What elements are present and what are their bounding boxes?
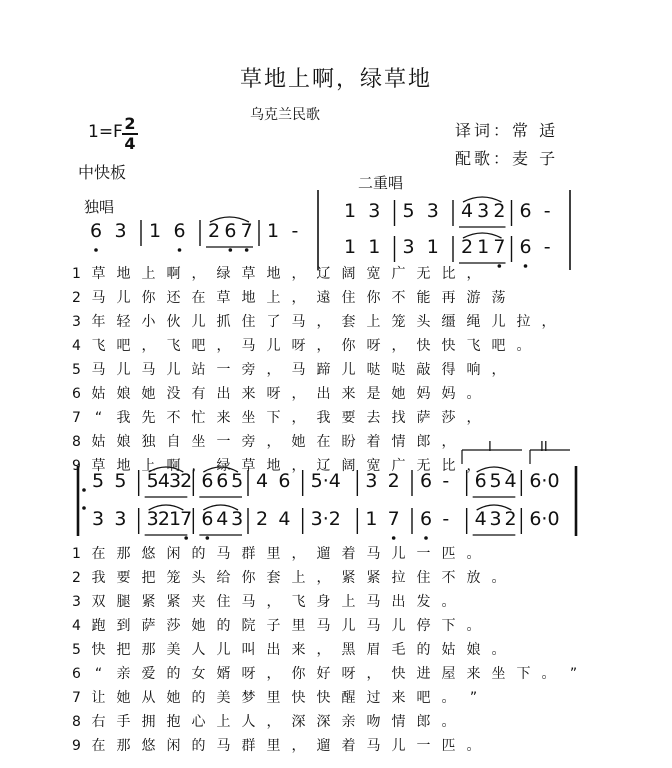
upper-note: 1 — [344, 200, 357, 222]
upper2-note: 5 — [231, 470, 244, 492]
upper2-note: 5 — [92, 470, 105, 492]
lower2-note: 3 — [114, 508, 127, 530]
meter-bottom: 4 — [124, 134, 136, 153]
upper2-note: - — [442, 470, 450, 492]
volta-2: II — [540, 440, 548, 455]
upper2-note: 6 — [420, 470, 433, 492]
solo-note: 7 — [240, 220, 253, 242]
lower2-note: 3 — [489, 508, 502, 530]
lower2-note: 1 — [365, 508, 378, 530]
upper2-note: 6 — [216, 470, 229, 492]
upper-note: 2 — [493, 200, 506, 222]
solo-note: - — [291, 220, 299, 242]
lower2-note: 7 — [180, 508, 193, 530]
duet-label: 二重唱 — [358, 174, 404, 192]
verse-line: 6 “ 亲 爱 的 女 婿 呀 ， 你 好 呀 ， 快 进 屋 来 坐 下 。 ” — [72, 666, 578, 682]
solo-note: 6 — [90, 220, 103, 242]
verse-line: 3 双 腿 紧 紧 夹 住 马 ， 飞 身 上 马 出 发 。 — [72, 594, 456, 610]
meter-top: 2 — [124, 114, 136, 133]
lower2-note: 4 — [216, 508, 229, 530]
solo-label: 独唱 — [84, 198, 115, 216]
tempo-marking: 中快板 — [78, 163, 127, 182]
upper-note: 3 — [477, 200, 490, 222]
lower-note: 1 — [477, 236, 490, 258]
upper2-note: 2 — [387, 470, 400, 492]
verse-line: 5 快 把 那 美 人 儿 叫 出 来 ， 黑 眉 毛 的 姑 娘 。 — [72, 642, 506, 658]
upper2-note: 6 — [474, 470, 487, 492]
lower2-note: - — [442, 508, 450, 530]
upper2-note: 5·4 — [310, 470, 341, 492]
octave-dot — [82, 506, 86, 510]
verse-line: 9 草 地 上 啊 ， 绿 草 地 ， 辽 阔 宽 广 无 比 ， — [72, 458, 481, 474]
volta-1: I — [488, 440, 492, 455]
lower2-note: 6·0 — [529, 508, 560, 530]
solo-note: 2 — [208, 220, 221, 242]
lower-note: 7 — [493, 236, 506, 258]
upper2-note: 4 — [256, 470, 269, 492]
lower2-note: 3 — [146, 508, 159, 530]
verse-line: 4 跑 到 萨 莎 她 的 院 子 里 马 儿 马 儿 停 下 。 — [72, 618, 481, 634]
octave-dot — [424, 536, 428, 540]
upper-note: 5 — [402, 200, 415, 222]
solo-note: 3 — [114, 220, 127, 242]
octave-dot — [206, 536, 210, 540]
verses-system-2 — [72, 542, 586, 758]
lower2-note: 1 — [169, 508, 182, 530]
octave-dot — [245, 248, 249, 252]
upper2-note: 3 — [365, 470, 378, 492]
lower-note: 2 — [461, 236, 474, 258]
lower2-note: 7 — [387, 508, 400, 530]
verse-line: 1 在 那 悠 闲 的 马 群 里 ， 遛 着 马 儿 一 匹 。 — [72, 546, 481, 562]
lower2-note: 6 — [201, 508, 214, 530]
lower-note: 3 — [402, 236, 415, 258]
upper-note: 3 — [368, 200, 381, 222]
octave-dot — [82, 488, 86, 492]
upper2-note: 5 — [146, 470, 159, 492]
upper2-note: 5 — [489, 470, 502, 492]
music-credit: 配歌：麦 子 — [455, 149, 559, 168]
verse-line: 4 飞 吧 ， 飞 吧 ， 马 儿 呀 ， 你 呀 ， 快 快 飞 吧 。 — [72, 338, 531, 354]
upper2-note: 6 — [278, 470, 291, 492]
upper2-note: 6·0 — [529, 470, 560, 492]
verse-line: 9 在 那 悠 闲 的 马 群 里 ， 遛 着 马 儿 一 匹 。 — [72, 738, 481, 754]
upper-note: 6 — [519, 200, 532, 222]
solo-note: 1 — [149, 220, 162, 242]
octave-dot — [94, 248, 98, 252]
lower2-note: 3·2 — [310, 508, 341, 530]
lower2-note: 6 — [420, 508, 433, 530]
upper2-note: 6 — [201, 470, 214, 492]
lower2-note: 3 — [231, 508, 244, 530]
upper2-note: 4 — [504, 470, 517, 492]
octave-dot — [392, 536, 396, 540]
lower-note: 1 — [426, 236, 439, 258]
lower-note: 1 — [344, 236, 357, 258]
upper2-note: 2 — [180, 470, 193, 492]
verse-line: 8 姑 娘 独 自 坐 一 旁 ， 她 在 盼 着 情 郎 ， — [72, 434, 456, 450]
octave-dot — [178, 248, 182, 252]
solo-note: 6 — [224, 220, 237, 242]
lower2-note: 2 — [504, 508, 517, 530]
lower2-note: 4 — [278, 508, 291, 530]
verse-line: 2 我 要 把 笼 头 给 你 套 上 ， 紧 紧 拉 住 不 放 。 — [72, 570, 506, 586]
verse-line: 6 姑 娘 她 没 有 出 来 呀 ， 出 来 是 她 妈 妈 。 — [72, 386, 481, 402]
upper2-note: 5 — [114, 470, 127, 492]
verse-line: 3 年 轻 小 伙 儿 抓 住 了 马 ， 套 上 笼 头 缰 绳 儿 拉 ， — [72, 314, 556, 330]
lower2-note: 3 — [92, 508, 105, 530]
solo-note: 1 — [267, 220, 280, 242]
upper-note: 3 — [426, 200, 439, 222]
upper2-note: 3 — [169, 470, 182, 492]
verse-line: 7 让 她 从 她 的 美 梦 里 快 快 醒 过 来 吧 。 ” — [72, 690, 478, 706]
lower-note: - — [543, 236, 551, 258]
solo-note: 6 — [173, 220, 186, 242]
octave-dot — [229, 248, 233, 252]
verse-line: 8 右 手 拥 抱 心 上 人 ， 深 深 亲 吻 情 郎 。 — [72, 714, 456, 730]
song-origin: 乌克兰民歌 — [250, 107, 320, 123]
lower2-note: 2 — [256, 508, 269, 530]
upper-note: - — [543, 200, 551, 222]
lower-note: 1 — [368, 236, 381, 258]
key-signature: 1=F — [88, 122, 123, 142]
verse-line: 5 马 儿 马 儿 站 一 旁 ， 马 蹄 儿 哒 哒 敲 得 响 ， — [72, 362, 506, 378]
verse-line: 2 马 儿 你 还 在 草 地 上 ， 遠 住 你 不 能 再 游 荡 — [72, 290, 506, 306]
lower2-note: 2 — [157, 508, 170, 530]
verse-line: 7 “ 我 先 不 忙 来 坐 下 ， 我 要 去 找 萨 莎 ， — [72, 410, 481, 426]
lyrics-credit: 译词：常 适 — [455, 121, 559, 140]
lower-note: 6 — [519, 236, 532, 258]
upper2-note: 4 — [157, 470, 170, 492]
lower2-note: 4 — [474, 508, 487, 530]
upper-note: 4 — [461, 200, 474, 222]
octave-dot — [184, 536, 188, 540]
verse-line: 1 草 地 上 啊 ， 绿 草 地 ， 辽 阔 宽 广 无 比 ， — [72, 266, 481, 282]
song-title: 草地上啊，绿草地 — [239, 67, 432, 92]
verses-system-1 — [72, 262, 561, 478]
